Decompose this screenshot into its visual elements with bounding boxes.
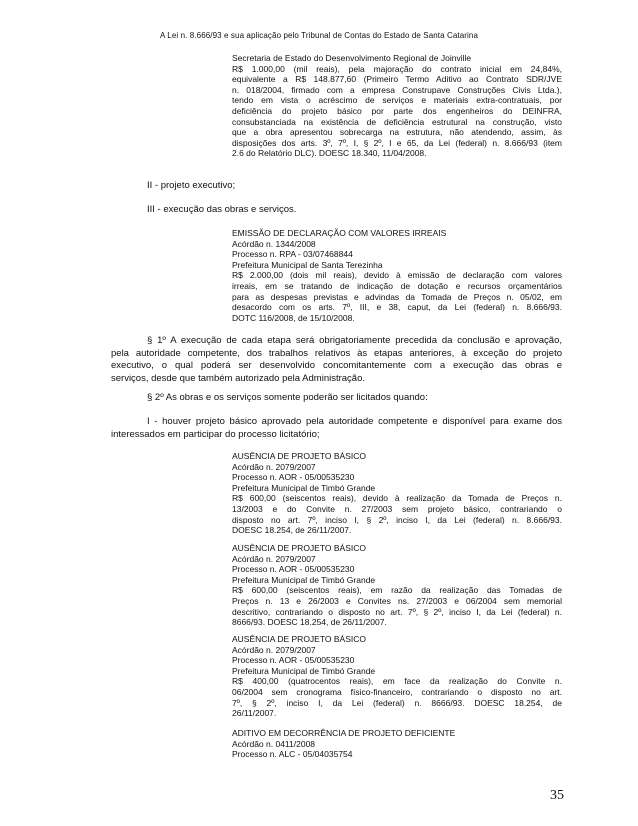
block-line: DOESC 18.254, de 26/11/2007. xyxy=(232,525,352,536)
paragraph-line: serviços, desde que também autorizado pela Administração. xyxy=(111,372,365,384)
block-line: R$ 2.000,00 (dois mil reais), devido à emissão de declaração com valores xyxy=(232,270,562,281)
paragraph-2 xyxy=(111,392,562,405)
block-line: 7º, § 2º, inciso I, da Lei (federal) n. 8666/93. DOESC 18.254, de xyxy=(232,697,562,708)
block-line: disposto no art. 7º, inciso I, § 2º, inciso I, da Lei (federal) n. 8.666/93. xyxy=(232,514,562,525)
block-line: Processo n. AOR - 05/00535230 xyxy=(232,564,355,575)
case-block-aditivo xyxy=(232,728,562,760)
case-block-joinville xyxy=(232,53,562,159)
block-line: para as despesas previstas e advindas da Tomada de Preços n. 05/02, em xyxy=(232,291,562,302)
case-block-timbo-2 xyxy=(232,543,562,628)
block-line: Secretaria de Estado do Desenvolvimento Regional de Joinville xyxy=(232,53,472,63)
block-line: deficiência do projeto básico por parte dos engenheiros do DEINFRA, xyxy=(232,105,562,116)
block-line: AUSÊNCIA DE PROJETO BÁSICO xyxy=(232,543,366,553)
block-line: R$ 1.000,00 (mil reais), pela majoração do contrato inicial em 24,84%, xyxy=(232,63,562,74)
block-line: R$ 600,00 (seiscentos reais), em razão da realização das Tomadas de xyxy=(232,585,562,596)
block-line: 13/2003 e do Convite n. 27/2003 sem projeto básico, contrariando o xyxy=(232,503,562,514)
block-line: 8666/93. DOESC 18.254, de 26/11/2007. xyxy=(232,617,387,628)
block-line: Acórdão n. 2079/2007 xyxy=(232,553,316,564)
block-line: 06/2004 sem cronograma físico-financeiro, contrariando o disposto no art. xyxy=(232,686,562,697)
block-line: AUSÊNCIA DE PROJETO BÁSICO xyxy=(232,451,366,461)
paragraph-line: pela autoridade competente, dos trabalhos relativos às etapas anteriores, à exceção do projeto xyxy=(111,347,562,359)
block-line: EMISSÃO DE DECLARAÇÃO COM VALORES IRREAIS xyxy=(232,228,447,238)
paragraph-line: § 1º A execução de cada etapa será obrigatoriamente precedida da conclusão e aprovação, xyxy=(147,335,562,346)
block-line: Acórdão n. 1344/2008 xyxy=(232,238,316,249)
block-line: tendo em vista o acréscimo de serviços e materiais extra-contratuais, por xyxy=(232,95,562,106)
item-ii: II - projeto executivo; xyxy=(147,180,236,191)
block-line: Prefeitura Municipal de Timbó Grande xyxy=(232,665,376,676)
paragraph-line: interessados em participar do processo licitatório; xyxy=(111,428,320,440)
block-line: Processo n. RPA - 03/07468844 xyxy=(232,249,353,260)
block-line: n. 018/2004, firmado com a empresa Construpave Construções Civis Ltda.), xyxy=(232,84,562,95)
block-line: Processo n. AOR - 05/00535230 xyxy=(232,472,355,483)
block-line: DOTC 116/2008, de 15/10/2008. xyxy=(232,312,355,323)
block-line: descritivo, contrariando o disposto no art. 7º, § 2º, inciso I, da Lei (federal) n. xyxy=(232,606,562,617)
block-line: AUSÊNCIA DE PROJETO BÁSICO xyxy=(232,634,366,644)
block-line: 2.6 do Relatório DLC). DOESC 18.340, 11/04/2008. xyxy=(232,148,427,159)
block-line: Processo n. AOR - 05/00535230 xyxy=(232,655,355,666)
block-line: equivalente a R$ 148.877,60 (Primeiro Termo Aditivo ao Contrato SDR/JVE xyxy=(232,74,562,85)
running-header: A Lei n. 8.666/93 e sua aplicação pelo Tribunal de Contas do Estado de Santa Catarina xyxy=(159,31,479,40)
block-line: Prefeitura Municipal de Santa Terezinha xyxy=(232,259,383,270)
block-line: Preços n. 13 e 26/2003 e Convites ns. 27/2003 e 06/2004 sem memorial xyxy=(232,595,562,606)
paragraph-line: executivo, o qual poderá ser desenvolvido concomitantemente com a execução das obras e xyxy=(111,360,562,371)
block-line: que a obra apresentou sobrecarga na estrutura, não atendendo, assim, às xyxy=(232,127,562,138)
block-line: 26/11/2007. xyxy=(232,708,277,719)
block-line: Acórdão n. 0411/2008 xyxy=(232,738,316,749)
case-block-timbo-1 xyxy=(232,451,562,536)
block-line: ADITIVO EM DECORRÊNCIA DE PROJETO DEFICIENTE xyxy=(232,728,456,738)
case-block-timbo-3 xyxy=(232,634,562,719)
item-i xyxy=(111,416,562,441)
block-line: Acórdão n. 2079/2007 xyxy=(232,644,316,655)
paragraph-1 xyxy=(111,335,562,385)
block-line: R$ 600,00 (seiscentos reais), devido à realização da Tomada de Preços n. xyxy=(232,493,562,504)
case-block-santa-terezinha xyxy=(232,228,562,323)
paragraph-line: § 2º As obras e os serviços somente poderão ser licitados quando: xyxy=(147,392,428,403)
block-line: Prefeitura Municipal de Timbó Grande xyxy=(232,482,376,493)
block-line: consubstanciada na existência de deficiência estrutural na construção, visto xyxy=(232,116,562,127)
paragraph-line: I - houver projeto básico aprovado pela autoridade competente e disponível para exame dos xyxy=(147,416,562,427)
block-line: Prefeitura Municipal de Timbó Grande xyxy=(232,574,376,585)
block-line: disposições dos arts. 3º, 7º, I, § 2º, I e 65, da Lei (federal) n. 8.666/93 (item xyxy=(232,137,562,148)
block-line: irreais, em se tratando de indicação de dotação e recursos orçamentários xyxy=(232,280,562,291)
block-line: Processo n. ALC - 05/04035754 xyxy=(232,749,353,760)
page-number: 35 xyxy=(550,788,564,803)
block-line: desacordo com os arts. 7º, III, e 38, caput, da Lei (federal) n. 8.666/93. xyxy=(232,302,562,313)
block-line: Acórdão n. 2079/2007 xyxy=(232,461,316,472)
block-line: R$ 400,00 (quatrocentos reais), em face da realização do Convite n. xyxy=(232,676,562,687)
item-iii: III - execução das obras e serviços. xyxy=(147,204,297,215)
